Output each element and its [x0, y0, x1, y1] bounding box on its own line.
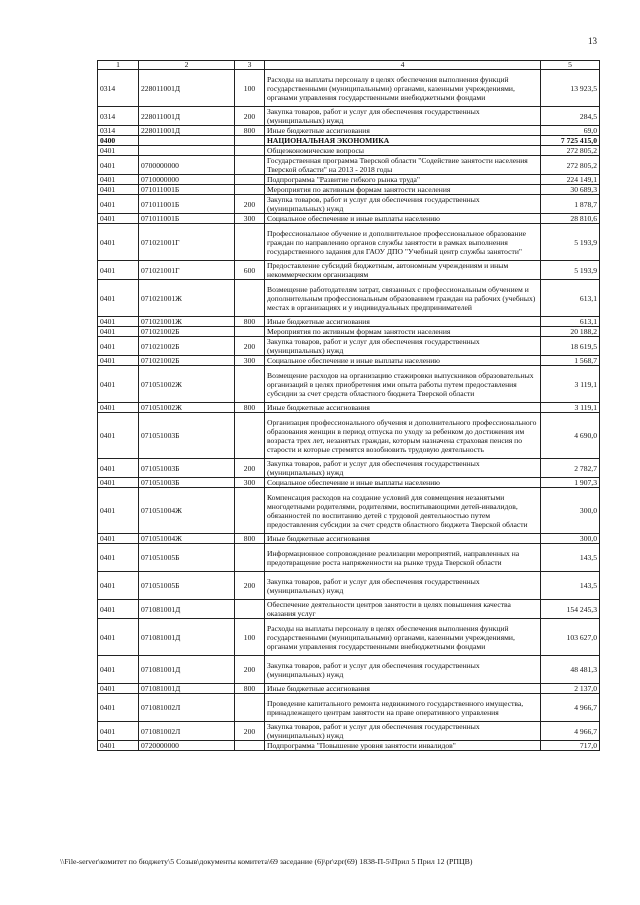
amount-cell: 143,5: [541, 572, 600, 600]
description-cell: Расходы на выплаты персоналу в целях обеспечения выполнения функций государственными (муниципальными) органами, казенными учреждениями, органами управления государственными внебюджетными фондами: [265, 70, 541, 107]
amount-cell: 3 119,1: [541, 403, 600, 413]
table-row: [98, 156, 600, 175]
expense-type-cell: 100: [235, 619, 265, 656]
table-row: [98, 70, 600, 107]
expense-type-cell: [235, 280, 265, 317]
amount-cell: 272 805,2: [541, 156, 600, 175]
amount-cell: 717,0: [541, 741, 600, 751]
section-code-cell: 0401: [98, 544, 139, 572]
header-row: [98, 61, 600, 70]
expense-type-cell: 200: [235, 572, 265, 600]
table-row: [98, 488, 600, 534]
description-cell: Иные бюджетные ассигнования: [265, 317, 541, 327]
page-number: 13: [588, 36, 597, 46]
expense-type-cell: [235, 136, 265, 146]
description-cell: Закупка товаров, работ и услуг для обеспечения государственных (муниципальных) нужд: [265, 107, 541, 126]
amount-cell: 613,1: [541, 317, 600, 327]
table-row: [98, 600, 600, 619]
target-article-cell: 071021001Ж: [139, 280, 235, 317]
target-article-cell: 071051004Ж: [139, 534, 235, 544]
table-row: [98, 459, 600, 478]
expense-type-cell: [235, 544, 265, 572]
expense-type-cell: 800: [235, 534, 265, 544]
target-article-cell: 071051005Б: [139, 544, 235, 572]
target-article-cell: 0700000000: [139, 156, 235, 175]
target-article-cell: 071081001Д: [139, 656, 235, 684]
amount-cell: 4 966,7: [541, 722, 600, 741]
table-row: [98, 136, 600, 146]
section-code-cell: 0401: [98, 478, 139, 488]
amount-cell: 20 188,2: [541, 327, 600, 337]
description-cell: Возмещение работодателям затрат, связанных с профессиональным обучением и дополнительным профессиональным образованием граждан на рабочих (учебных) местах в организациях и у индивидуальных предпринимателей: [265, 280, 541, 317]
target-article-cell: 071051002Ж: [139, 403, 235, 413]
amount-cell: 154 245,3: [541, 600, 600, 619]
expense-type-cell: [235, 600, 265, 619]
description-cell: Общеэкономические вопросы: [265, 146, 541, 156]
section-code-cell: 0401: [98, 337, 139, 356]
amount-cell: 7 725 415,0: [541, 136, 600, 146]
section-code-cell: 0401: [98, 722, 139, 741]
section-code-cell: 0401: [98, 403, 139, 413]
table-row: [98, 619, 600, 656]
description-cell: Социальное обеспечение и иные выплаты населению: [265, 356, 541, 366]
table-row: [98, 195, 600, 214]
amount-cell: 300,0: [541, 488, 600, 534]
target-article-cell: 071051003Б: [139, 478, 235, 488]
description-cell: Закупка товаров, работ и услуг для обеспечения государственных (муниципальных) нужд: [265, 459, 541, 478]
amount-cell: 69,0: [541, 126, 600, 136]
expense-type-cell: [235, 366, 265, 403]
target-article-cell: 071021002Б: [139, 327, 235, 337]
section-code-cell: 0401: [98, 656, 139, 684]
description-cell: Информационное сопровождение реализации мероприятий, направленных на предотвращение роста напряженности на рынке труда Тверской области: [265, 544, 541, 572]
amount-cell: 1 907,3: [541, 478, 600, 488]
table-row: [98, 175, 600, 185]
description-cell: Мероприятия по активным формам занятости населения: [265, 327, 541, 337]
description-cell: Проведение капитального ремонта недвижимого государственного имущества, принадлежащего центрам занятости на праве оперативного управления: [265, 694, 541, 722]
target-article-cell: 071011001Б: [139, 195, 235, 214]
description-cell: Иные бюджетные ассигнования: [265, 403, 541, 413]
target-article-cell: [139, 146, 235, 156]
description-cell: Иные бюджетные ассигнования: [265, 126, 541, 136]
section-code-cell: 0401: [98, 224, 139, 261]
section-code-cell: 0400: [98, 136, 139, 146]
target-article-cell: [139, 136, 235, 146]
expense-type-cell: [235, 327, 265, 337]
description-cell: Подпрограмма "Развитие гибкого рынка труда": [265, 175, 541, 185]
header-cell-4: 4: [265, 61, 541, 70]
header-cell-3: 3: [235, 61, 265, 70]
amount-cell: 2 137,0: [541, 684, 600, 694]
expense-type-cell: 200: [235, 459, 265, 478]
header-cell-2: 2: [139, 61, 235, 70]
expense-type-cell: [235, 224, 265, 261]
section-code-cell: 0314: [98, 107, 139, 126]
table-row: [98, 261, 600, 280]
description-cell: Компенсация расходов на создание условий для совмещения незанятыми многодетными родителями, родителями, воспитывающими детей-инвалидов, обязанностей по воспитанию детей с трудовой деятельностью путем предоставления субсидии за счет средств областного бюджета Тверской области: [265, 488, 541, 534]
target-article-cell: 071081001Д: [139, 619, 235, 656]
target-article-cell: 071011001Б: [139, 185, 235, 195]
description-cell: Иные бюджетные ассигнования: [265, 534, 541, 544]
description-cell: Социальное обеспечение и иные выплаты населению: [265, 214, 541, 224]
expense-type-cell: 100: [235, 70, 265, 107]
description-cell: Предоставление субсидий бюджетным, автономным учреждениям и иным некоммерческим организациям: [265, 261, 541, 280]
table-row: [98, 107, 600, 126]
expense-type-cell: 600: [235, 261, 265, 280]
expense-type-cell: [235, 185, 265, 195]
expense-type-cell: [235, 413, 265, 459]
expense-type-cell: [235, 146, 265, 156]
amount-cell: 613,1: [541, 280, 600, 317]
amount-cell: 28 810,6: [541, 214, 600, 224]
table-row: [98, 327, 600, 337]
section-code-cell: 0401: [98, 619, 139, 656]
section-code-cell: 0401: [98, 741, 139, 751]
section-code-cell: 0401: [98, 327, 139, 337]
amount-cell: 1 878,7: [541, 195, 600, 214]
description-cell: Государственная программа Тверской области "Содействие занятости населения Тверской области" на 2013 - 2018 годы: [265, 156, 541, 175]
section-code-cell: 0401: [98, 317, 139, 327]
section-code-cell: 0401: [98, 185, 139, 195]
target-article-cell: 071051003Б: [139, 413, 235, 459]
amount-cell: 224 149,1: [541, 175, 600, 185]
expense-type-cell: 300: [235, 214, 265, 224]
table-row: [98, 280, 600, 317]
description-cell: Иные бюджетные ассигнования: [265, 684, 541, 694]
amount-cell: 5 193,9: [541, 224, 600, 261]
section-code-cell: 0401: [98, 600, 139, 619]
amount-cell: 13 923,5: [541, 70, 600, 107]
table-body: [98, 70, 600, 751]
description-cell: Закупка товаров, работ и услуг для обеспечения государственных (муниципальных) нужд: [265, 572, 541, 600]
table-row: [98, 146, 600, 156]
table-row: [98, 694, 600, 722]
table-row: [98, 741, 600, 751]
expense-type-cell: 200: [235, 337, 265, 356]
header-cell-1: 1: [98, 61, 139, 70]
section-code-cell: 0401: [98, 214, 139, 224]
target-article-cell: 0720000000: [139, 741, 235, 751]
section-code-cell: 0401: [98, 175, 139, 185]
table-row: [98, 224, 600, 261]
description-cell: Закупка товаров, работ и услуг для обеспечения государственных (муниципальных) нужд: [265, 337, 541, 356]
target-article-cell: 071081001Д: [139, 600, 235, 619]
expense-type-cell: [235, 175, 265, 185]
description-cell: Обеспечение деятельности центров занятости в целях повышения качества оказания услуг: [265, 600, 541, 619]
amount-cell: 30 689,3: [541, 185, 600, 195]
description-cell: Мероприятия по активным формам занятости населения: [265, 185, 541, 195]
expense-type-cell: 200: [235, 722, 265, 741]
amount-cell: 300,0: [541, 534, 600, 544]
target-article-cell: 228011001Д: [139, 126, 235, 136]
table-row: [98, 126, 600, 136]
target-article-cell: 0710000000: [139, 175, 235, 185]
section-code-cell: 0401: [98, 156, 139, 175]
section-code-cell: 0401: [98, 572, 139, 600]
expense-type-cell: [235, 488, 265, 534]
table-row: [98, 214, 600, 224]
description-cell: Расходы на выплаты персоналу в целях обеспечения выполнения функций государственными (муниципальными) органами, казенными учреждениями, органами управления государственными внебюджетными фондами: [265, 619, 541, 656]
expense-type-cell: 200: [235, 656, 265, 684]
section-code-cell: 0401: [98, 413, 139, 459]
expense-type-cell: 200: [235, 195, 265, 214]
table-row: [98, 185, 600, 195]
section-code-cell: 0401: [98, 356, 139, 366]
expense-type-cell: 300: [235, 478, 265, 488]
amount-cell: 1 568,7: [541, 356, 600, 366]
amount-cell: 5 193,9: [541, 261, 600, 280]
target-article-cell: 071021001Г: [139, 224, 235, 261]
table-row: [98, 337, 600, 356]
table-row: [98, 684, 600, 694]
expense-type-cell: 200: [235, 107, 265, 126]
target-article-cell: 071051002Ж: [139, 366, 235, 403]
amount-cell: 4 966,7: [541, 694, 600, 722]
budget-table: [97, 60, 600, 751]
section-code-cell: 0401: [98, 195, 139, 214]
description-cell: Закупка товаров, работ и услуг для обеспечения государственных (муниципальных) нужд: [265, 195, 541, 214]
table-row: [98, 317, 600, 327]
table-row: [98, 722, 600, 741]
header-cell-5: 5: [541, 61, 600, 70]
description-cell: Профессиональное обучение и дополнительное профессиональное образование граждан по направлению органов службы занятости в рамках выполнения государственного задания для ГАОУ ДПО "Учебный центр службы занятости": [265, 224, 541, 261]
target-article-cell: 071051005Б: [139, 572, 235, 600]
description-cell: НАЦИОНАЛЬНАЯ ЭКОНОМИКА: [265, 136, 541, 146]
amount-cell: 48 481,3: [541, 656, 600, 684]
section-code-cell: 0401: [98, 146, 139, 156]
target-article-cell: 071021002Б: [139, 337, 235, 356]
table-row: [98, 356, 600, 366]
target-article-cell: 071051004Ж: [139, 488, 235, 534]
target-article-cell: 071021001Г: [139, 261, 235, 280]
amount-cell: 18 619,5: [541, 337, 600, 356]
description-cell: Закупка товаров, работ и услуг для обеспечения государственных (муниципальных) нужд: [265, 656, 541, 684]
table-row: [98, 413, 600, 459]
target-article-cell: 071011001Б: [139, 214, 235, 224]
expense-type-cell: 800: [235, 403, 265, 413]
target-article-cell: 228011001Д: [139, 70, 235, 107]
table-row: [98, 366, 600, 403]
expense-type-cell: [235, 156, 265, 175]
section-code-cell: 0314: [98, 126, 139, 136]
section-code-cell: 0314: [98, 70, 139, 107]
description-cell: Социальное обеспечение и иные выплаты населению: [265, 478, 541, 488]
table-row: [98, 544, 600, 572]
section-code-cell: 0401: [98, 684, 139, 694]
file-path-footer: \\File-server\комитет по бюджету\5 Созыв\документы комитета\69 заседание (6)\pr\zpr(69) 1838-П-5\Прил 5 Прил 12 (РПЦВ): [60, 857, 473, 866]
amount-cell: 272 805,2: [541, 146, 600, 156]
table-row: [98, 656, 600, 684]
target-article-cell: 071081002Л: [139, 722, 235, 741]
target-article-cell: 071021001Ж: [139, 317, 235, 327]
expense-type-cell: [235, 694, 265, 722]
amount-cell: 4 690,0: [541, 413, 600, 459]
expense-type-cell: 300: [235, 356, 265, 366]
amount-cell: 103 627,0: [541, 619, 600, 656]
target-article-cell: 071051003Б: [139, 459, 235, 478]
amount-cell: 143,5: [541, 544, 600, 572]
expense-type-cell: 800: [235, 684, 265, 694]
description-cell: Закупка товаров, работ и услуг для обеспечения государственных (муниципальных) нужд: [265, 722, 541, 741]
amount-cell: 2 782,7: [541, 459, 600, 478]
target-article-cell: 228011001Д: [139, 107, 235, 126]
section-code-cell: 0401: [98, 280, 139, 317]
section-code-cell: 0401: [98, 694, 139, 722]
amount-cell: 3 119,1: [541, 366, 600, 403]
section-code-cell: 0401: [98, 366, 139, 403]
target-article-cell: 071081001Д: [139, 684, 235, 694]
expense-type-cell: [235, 741, 265, 751]
table-row: [98, 403, 600, 413]
section-code-cell: 0401: [98, 488, 139, 534]
table-row: [98, 572, 600, 600]
amount-cell: 284,5: [541, 107, 600, 126]
section-code-cell: 0401: [98, 459, 139, 478]
section-code-cell: 0401: [98, 534, 139, 544]
table-row: [98, 478, 600, 488]
description-cell: Подпрограмма "Повышение уровня занятости инвалидов": [265, 741, 541, 751]
target-article-cell: 071021002Б: [139, 356, 235, 366]
section-code-cell: 0401: [98, 261, 139, 280]
expense-type-cell: 800: [235, 126, 265, 136]
description-cell: Возмещение расходов на организацию стажировки выпускников образовательных организаций в целях приобретения ими опыта работы путем предоставления субсидии за счет средств областного бюджета Тверской области: [265, 366, 541, 403]
description-cell: Организация профессионального обучения и дополнительного профессионального образования женщин в период отпуска по уходу за ребенком до достижения им возраста трех лет, незанятых граждан, которым назначена страховая пенсия по старости и которые стремятся возобновить трудовую деятельность: [265, 413, 541, 459]
table-row: [98, 534, 600, 544]
expense-type-cell: 800: [235, 317, 265, 327]
target-article-cell: 071081002Л: [139, 694, 235, 722]
